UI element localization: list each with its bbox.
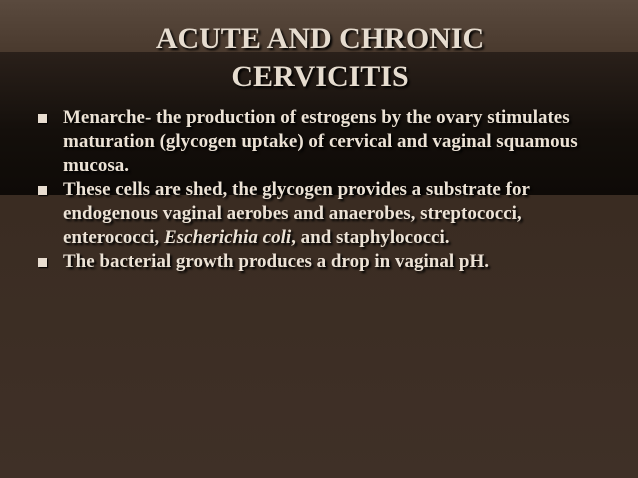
slide-title-line-1: ACUTE AND CHRONIC — [155, 22, 485, 55]
bullet-text-italic: Escherichia coli — [163, 227, 292, 248]
bullet-item-menarche — [36, 106, 596, 178]
bullet-item-bacterial-growth — [36, 250, 596, 274]
slide-title — [60, 20, 580, 96]
bullet-text: The bacterial growth produces a drop in vaginal pH. — [63, 251, 489, 272]
slide-title-line-2: CERVICITIS — [231, 60, 409, 93]
bullet-item-cells-shed — [36, 178, 596, 250]
bullet-text: , and staphylococci. — [291, 227, 450, 248]
bullet-list — [36, 106, 596, 274]
square-bullet-icon — [38, 258, 47, 267]
bullet-text: These cells are shed, the glycogen provides a substrate for endogenous vaginal aerobes and anaerobes, streptococci, enterococci, — [63, 179, 530, 248]
bullet-text: Menarche- the production of estrogens by the ovary stimulates maturation (glycogen uptake) of cervical and vaginal squamous mucosa. — [63, 107, 578, 176]
square-bullet-icon — [38, 114, 47, 123]
square-bullet-icon — [38, 186, 47, 195]
